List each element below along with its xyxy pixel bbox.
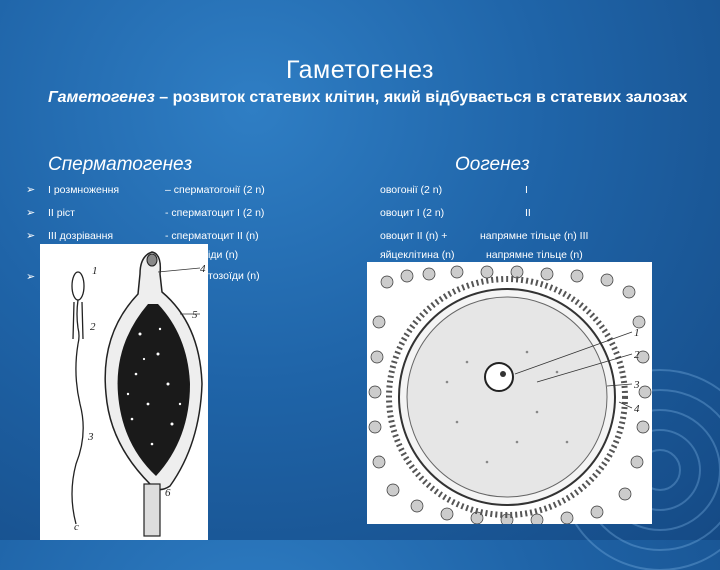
definition-text (48, 89, 698, 107)
egg-label-4: 4 (634, 403, 640, 415)
oo-roman: ІІ (525, 207, 531, 219)
egg-label-2: 2 (634, 349, 640, 361)
sperm-stage: – сперматогонії (2 n) (165, 184, 265, 196)
sperm-label-3: 3 (88, 431, 94, 443)
sperm-label-1: 1 (92, 265, 98, 277)
oo-roman: І (525, 184, 528, 196)
sperm-stage: - сперматоцит ІІ (n) (165, 230, 259, 242)
oo-stage: овоцит І (2 n) (380, 207, 445, 219)
bullet-arrow-icon: ➢ (26, 271, 36, 283)
sperm-label-6: 6 (165, 487, 171, 499)
sperm-stage: - сперматоцит І (2 n) (165, 207, 265, 219)
stage-label: І розмноження (48, 184, 120, 196)
oo-stage: яйцеклітина (n) (380, 249, 455, 261)
spermatozoid-figure (40, 244, 208, 540)
stage-label: ІІ ріст (48, 207, 75, 219)
sperm-label-2: 2 (90, 321, 96, 333)
sperm-label-5: 5 (192, 309, 198, 321)
bullet-arrow-icon: ➢ (26, 230, 36, 242)
sperm-label-4: 4 (200, 263, 206, 275)
egg-label-1: 1 (634, 327, 640, 339)
definition-term: Гаметогенез (48, 89, 155, 106)
heading-oogenesis: Оогенез (455, 154, 530, 175)
heading-spermatogenesis: Сперматогенез (48, 154, 193, 175)
bullet-arrow-icon: ➢ (26, 184, 36, 196)
oo-stage: овоцит ІІ (n) + (380, 230, 448, 242)
oocyte-figure (367, 262, 652, 524)
egg-label-3: 3 (634, 379, 640, 391)
definition-rest: – розвиток статевих клітин, який відбувається в статевих залозах (154, 89, 688, 106)
sperm-label-c: с (74, 521, 79, 533)
bullet-arrow-icon: ➢ (26, 207, 36, 219)
stage-label: ІІІ дозрівання (48, 230, 114, 242)
sperm-partial: тозоїди (n) (208, 270, 260, 282)
sperm-partial: іди (n) (208, 249, 239, 261)
oo-stage: овогонії (2 n) (380, 184, 443, 196)
page-title: Гаметогенез (286, 56, 434, 84)
oo-extra: напрямне тільце (n) ІІІ (480, 230, 589, 242)
oo-extra: напрямне тільце (n) (486, 249, 583, 261)
